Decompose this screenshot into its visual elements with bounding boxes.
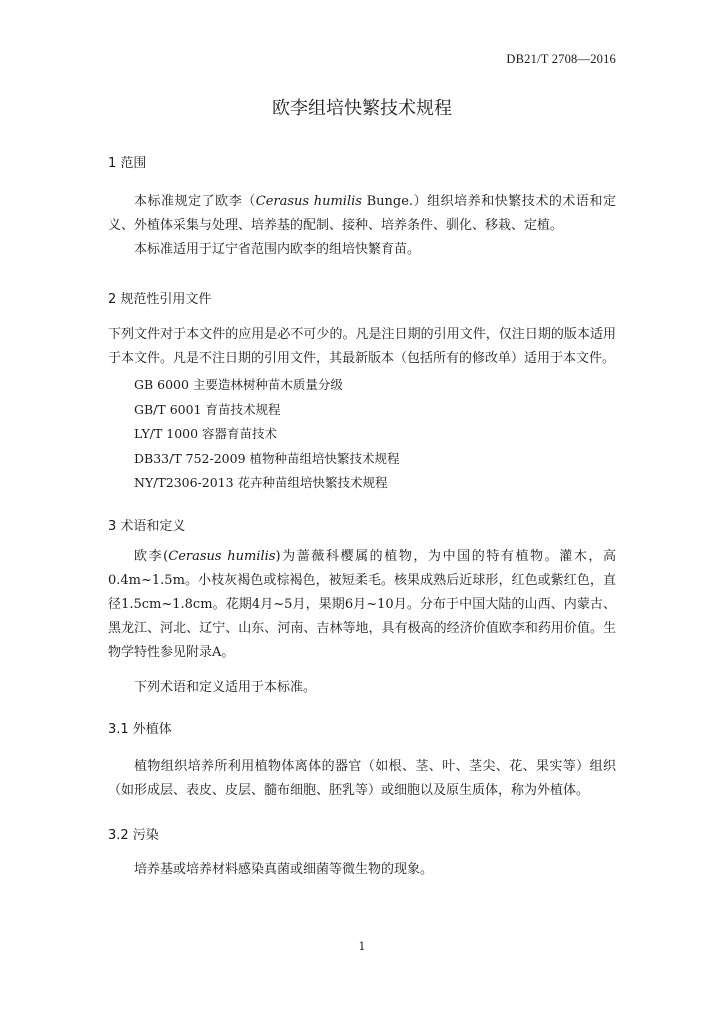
document-number: DB21/T 2708—2016 — [506, 52, 616, 66]
latin-name: Cerasus humilis — [255, 194, 362, 209]
section-1-paragraph-2: 本标准适用于辽宁省范围内欧李的组培快繁育苗。 — [134, 242, 421, 257]
section-3-1-paragraph: 植物组织培养所利用植物体离体的器官（如根、茎、叶、茎尖、花、果实等）组织（如形成层、表皮、皮层、髓布细胞、胚乳等）或细胞以及原生质体，称为外植体。 — [108, 759, 616, 798]
reference-item: LY/T 1000 容器育苗技术 — [134, 426, 278, 441]
section-3-1-body — [108, 755, 616, 803]
latin-name: Cerasus humilis — [168, 549, 276, 564]
document-title: 欧李组培快繁技术规程 — [272, 98, 452, 119]
section-1-paragraph-1 — [108, 190, 616, 238]
reference-list — [134, 373, 400, 496]
text-span: )为蔷薇科樱属的植物，为中国的特有植物。灌木，高0.4m~1.5m。小枝灰褐色或棕褐色，被短柔毛。核果成熟后近球形，红色或紫红色，直径1.5cm~1.8cm。花期4月~5月，果期6月~10月。分布于中国大陆的山西、内蒙古、黑龙江、河北、辽宁、山东、河南、吉林等地，具有极高的经济价值欧李和药用价值。生物学特性参见附录A。 — [108, 549, 617, 660]
section-1-heading: 1 范围 — [108, 156, 147, 171]
section-3-paragraph-1 — [108, 545, 616, 665]
section-3-heading: 3 术语和定义 — [108, 519, 186, 534]
section-3-body — [108, 545, 616, 665]
reference-item: NY/T2306-2013 花卉种苗组培快繁技术规程 — [134, 475, 388, 490]
section-2-intro: 下列文件对于本文件的应用是必不可少的。凡是注日期的引用文件，仅注日期的版本适用于本文件。凡是不注日期的引用文件，其最新版本（包括所有的修改单）适用于本文件。 — [108, 327, 616, 366]
reference-item: GB 6000 主要造林树种苗木质量分级 — [134, 377, 343, 392]
section-3-1-heading: 3.1 外植体 — [108, 722, 172, 737]
section-1-body — [108, 190, 616, 262]
page-number: 1 — [358, 940, 366, 953]
section-3-paragraph-2-wrap — [108, 676, 616, 700]
section-3-2-heading: 3.2 污染 — [108, 828, 159, 843]
text-span: 本标准规定了欧李（ — [134, 194, 256, 209]
section-3-paragraph-2: 下列术语和定义适用于本标准。 — [134, 680, 317, 695]
reference-item: DB33/T 752-2009 植物种苗组培快繁技术规程 — [134, 450, 400, 466]
reference-item: GB/T 6001 育苗技术规程 — [134, 401, 281, 417]
section-3-2-body — [108, 858, 616, 882]
text-span: Bunge.）组织培养和快繁技术的术语和定义、外植体采集与处理、培养基的配制、接种、培养条件、驯化、移栽、定植。 — [108, 194, 616, 233]
text-span: 欧李( — [134, 549, 169, 564]
section-3-2-paragraph: 培养基或培养材料感染真菌或细菌等微生物的现象。 — [134, 862, 434, 877]
section-2-heading: 2 规范性引用文件 — [108, 292, 212, 307]
